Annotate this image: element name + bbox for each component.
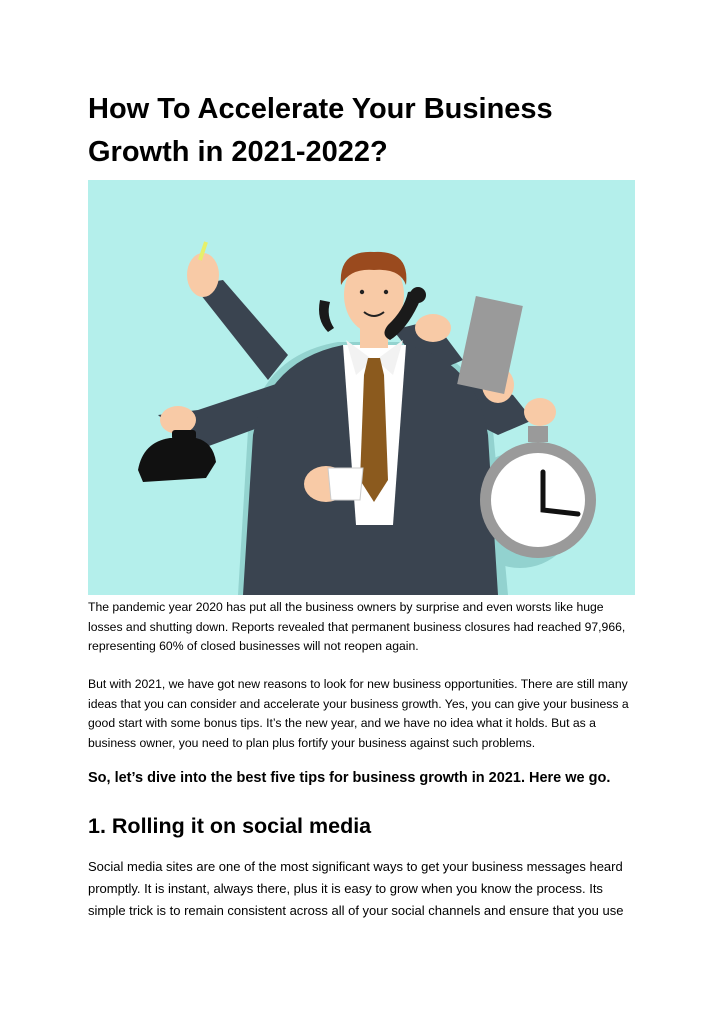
section-heading: 1. Rolling it on social media — [88, 814, 372, 838]
lead-sentence: So, let’s dive into the best five tips for business growth in 2021. Here we go. — [88, 770, 611, 786]
article-title: How To Accelerate Your Business Growth in 2021-2022? — [88, 93, 553, 168]
section-paragraph: Social media sites are one of the most significant ways to get your business messages heard promptly. It is instant, always there, plus it is easy to grow when you know the process. Its simple trick is to remain consistent across all of your social channels and ensure that you use — [88, 859, 624, 918]
opportunities-paragraph: But with 2021, we have got new reasons to look for new business opportunities. There are still many ideas that you can consider and accelerate your business growth. Yes, you can give your business a good start with some bonus tips. It’s the new year, and we have no idea what it holds. But as a business owner, you need to plan plus fortify your business against such problems. — [88, 677, 629, 750]
multitasking-businessman-illustration — [88, 180, 635, 595]
intro-paragraph: The pandemic year 2020 has put all the business owners by surprise and even worsts like huge losses and shutting down. Reports revealed that permanent business closures had reached 97,966, representing 60% of closed businesses will not reopen again. — [88, 600, 626, 653]
hero-illustration — [88, 180, 635, 595]
